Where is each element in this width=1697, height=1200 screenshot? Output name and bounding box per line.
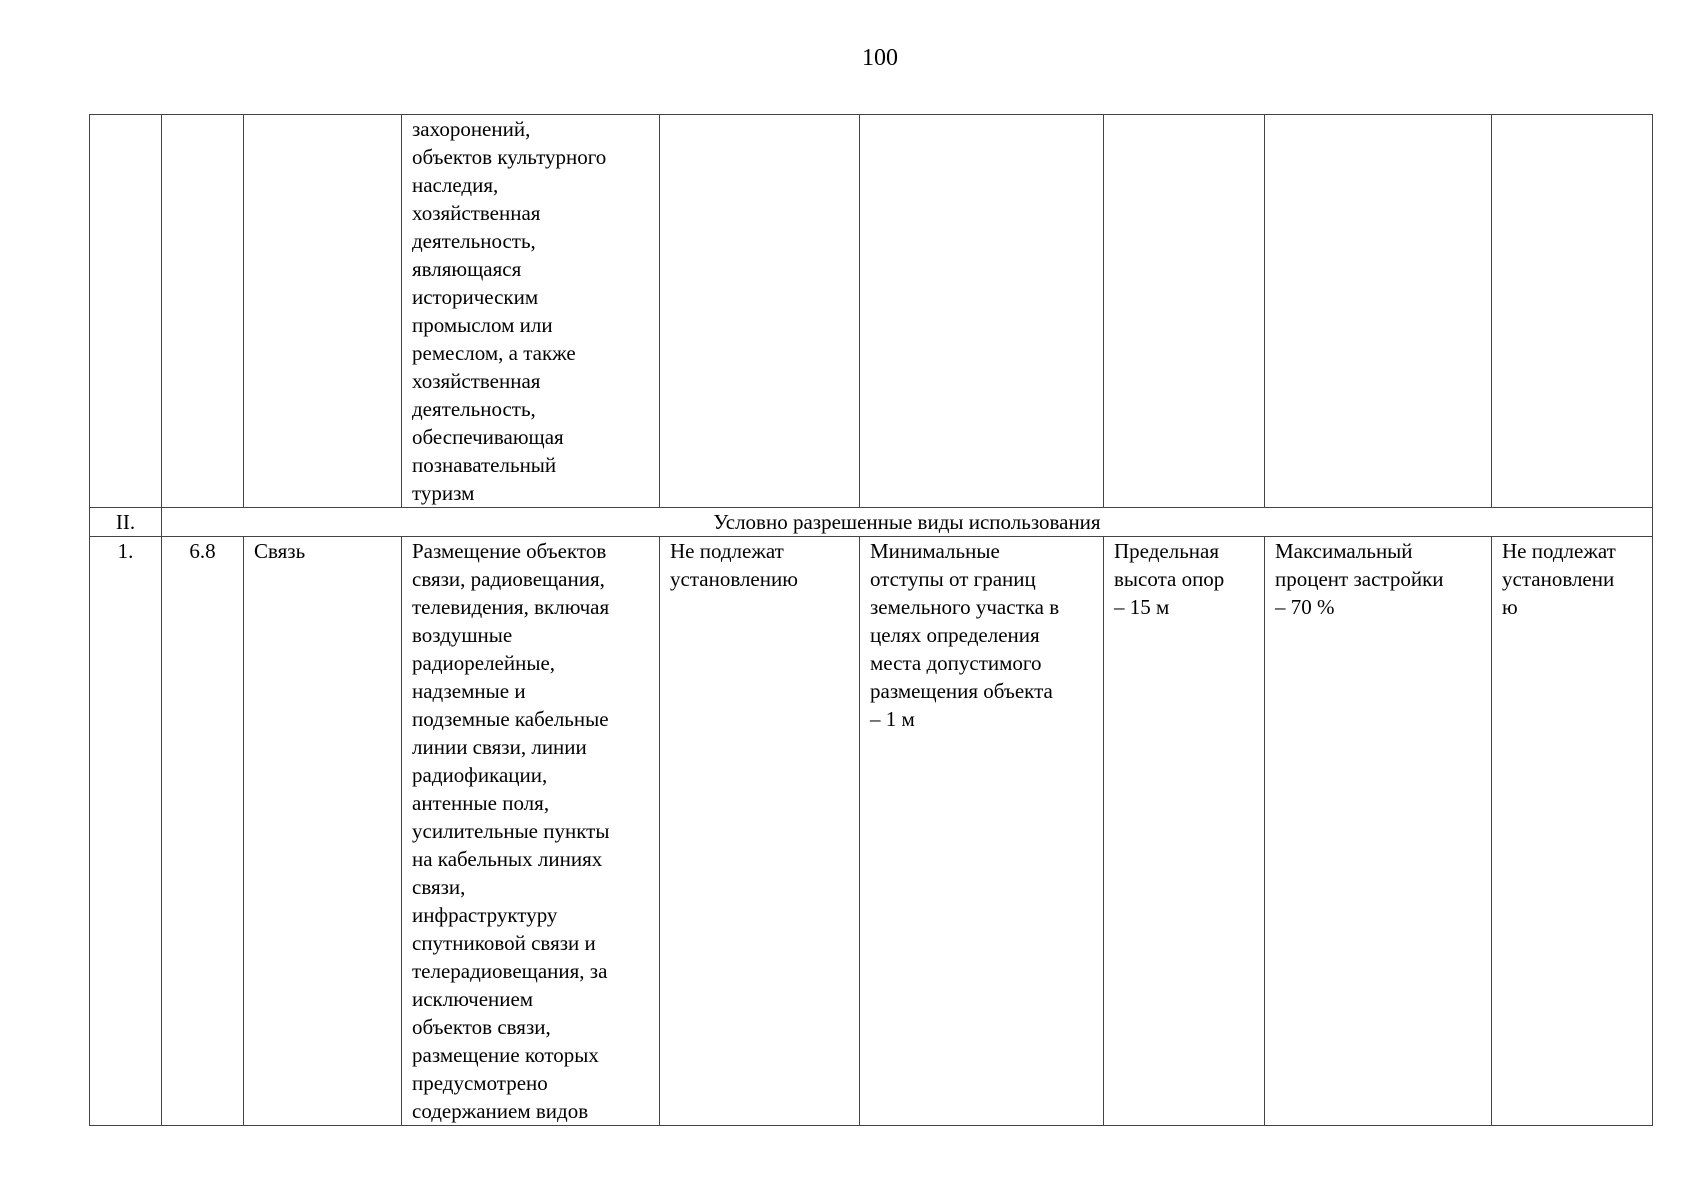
item-building-percent: Максимальный процент застройки – 70 % (1265, 537, 1492, 1126)
item-area-limits: Не подлежат установлению (660, 537, 860, 1126)
section-number: II. (90, 508, 162, 537)
cell-building-percent (1265, 115, 1492, 508)
zoning-table (89, 114, 1653, 1126)
item-number: 1. (90, 537, 162, 1126)
cell-setbacks (860, 115, 1104, 508)
cell-code (162, 115, 244, 508)
cell-area-limits (660, 115, 860, 508)
table-row-continued (90, 115, 1653, 508)
cell-height-limit (1104, 115, 1265, 508)
item-description: Размещение объектов связи, радиовещания, телевидения, включая воздушные радиорелейные, надземные и подземные кабельные линии связи, линии радиофикации, антенные поля, усилительные пункты на кабельных линиях связи, инфраструктуру спутниковой связи и телерадиовещания, за исключением объектов связи, размещение которых предусмотрено содержанием видов (402, 537, 660, 1126)
cell-number (90, 115, 162, 508)
table-row-section (90, 508, 1653, 537)
item-setbacks: Минимальные отступы от границ земельного участка в целях определения места допустимого размещения объекта – 1 м (860, 537, 1104, 1126)
cell-name (244, 115, 402, 508)
item-height-limit: Предельная высота опор – 15 м (1104, 537, 1265, 1126)
page-number: 100 (862, 45, 898, 71)
table-row-item (90, 537, 1653, 1126)
item-code: 6.8 (162, 537, 244, 1126)
item-other: Не подлежат установлени ю (1492, 537, 1653, 1126)
item-name: Связь (244, 537, 402, 1126)
section-title: Условно разрешенные виды использования (162, 508, 1653, 537)
cell-description: захоронений, объектов культурного наследия, хозяйственная деятельность, являющаяся историческим промыслом или ремеслом, а также хозяйственная деятельность, обеспечивающая познавательный туризм (402, 115, 660, 508)
cell-other (1492, 115, 1653, 508)
